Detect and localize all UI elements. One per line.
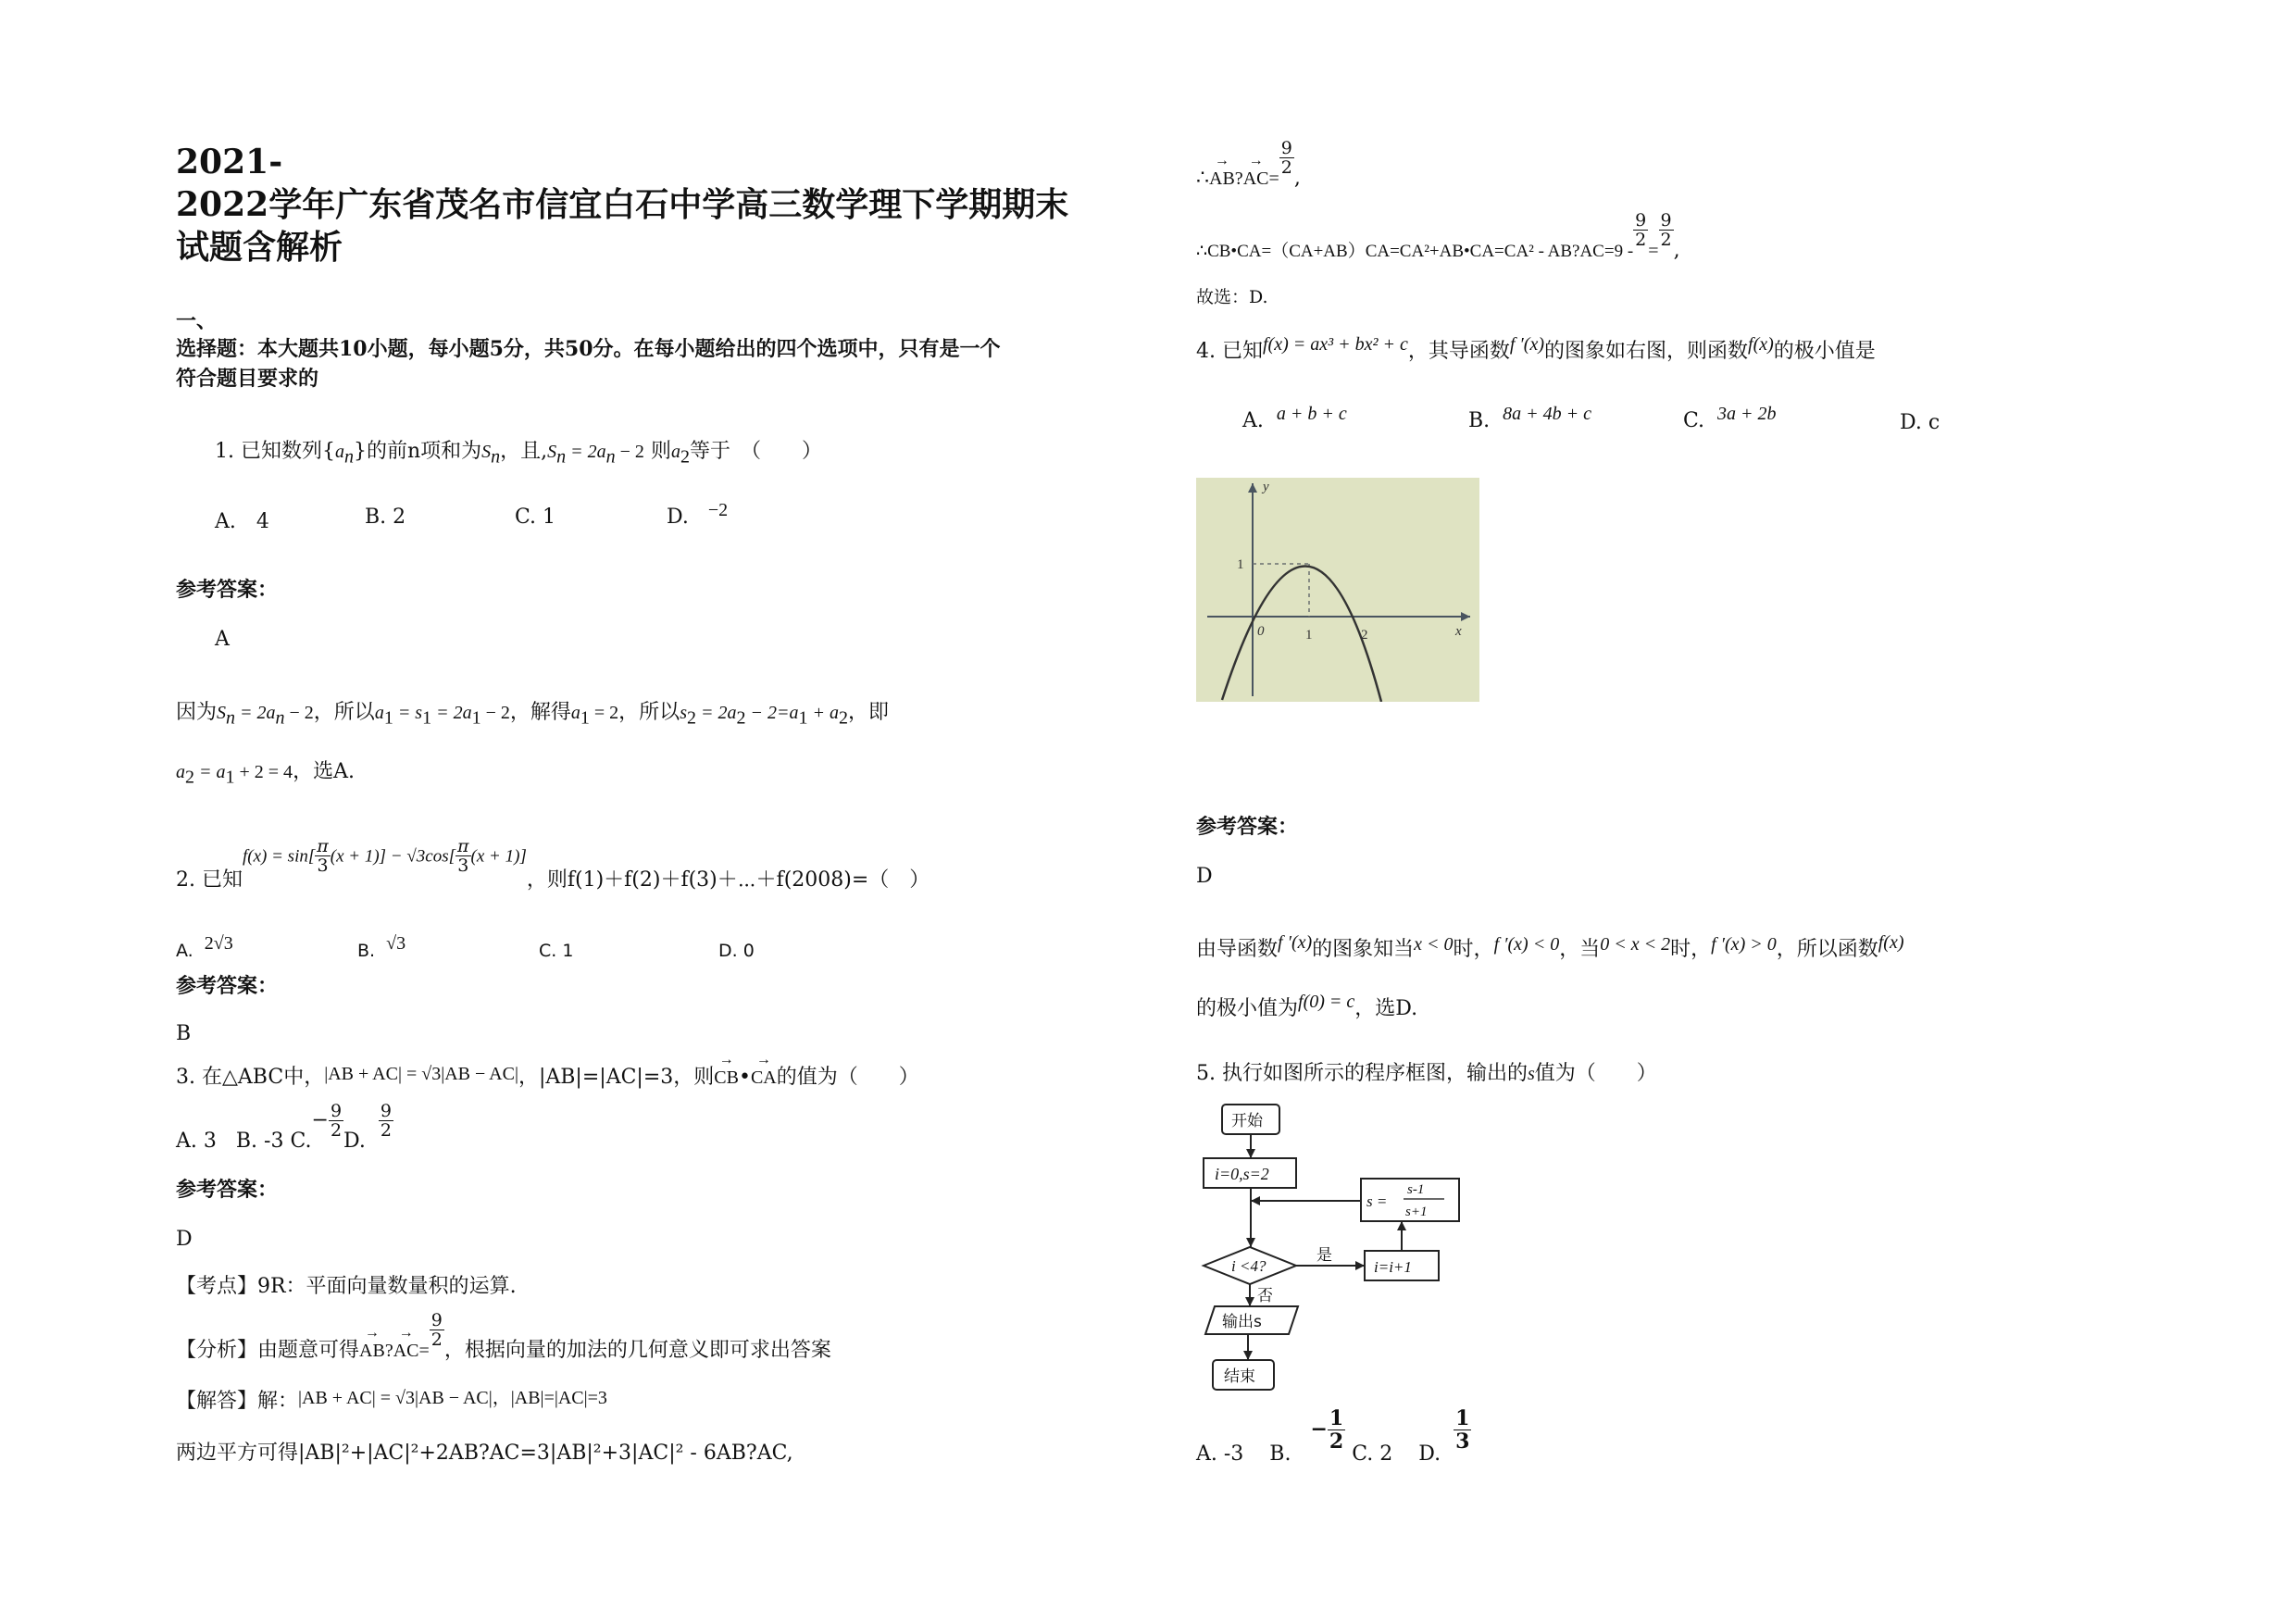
q3-square: 两边平方可得|AB|²+|AC|²+2AB?AC=3|AB|²+3|AC|² ‑ 6AB?AC, (176, 1442, 793, 1465)
origin-label: 0 (1257, 624, 1265, 639)
right-line-1: ∴→ AB?→ AC= $\frac{9}{2}$ , (1196, 139, 1301, 177)
q3-answer: D (176, 1228, 193, 1251)
arrowhead-5 (1397, 1221, 1406, 1230)
title-line-3: 试题含解析 (176, 228, 343, 267)
q3-kaodian: 【考点】9R：平面向量数量积的运算. (176, 1275, 517, 1298)
q3-fenxi: 【分析】由题意可得→ AB?→ AC= $\frac{9}{2}$ ，根据向量的加法的几何意义即可求出答案 (176, 1311, 831, 1349)
flow-assign-numerator: s-1 (1407, 1182, 1425, 1197)
q1-option-a: A. 4 (215, 510, 269, 533)
x-axis-label: x (1455, 624, 1462, 639)
q4-option-a: A. a + b + c (1242, 404, 1347, 432)
q4-solution-2: 的极小值为f(0) = c，选D. (1196, 992, 1418, 1020)
q4-answer-label: 参考答案： (1196, 815, 1299, 839)
section-number: 一、 (176, 309, 218, 333)
q5-options: A. -3 B. − $\frac{1}{2}$ C. 2 D. $\frac{1}{3}$ (1196, 1406, 1470, 1466)
q2-option-a: A. 2√3 (176, 933, 233, 961)
flow-no-label: 否 (1257, 1287, 1273, 1305)
y-tick-1: 1 (1237, 557, 1244, 572)
q1-stem: 1. 已知数列$\{a_n\}$的前n项和为$S_n$，且$,S_n = 2a_n - 2$ 则$a_2$等于 （ ） (215, 440, 822, 468)
flowchart (1194, 1097, 1481, 1403)
arrowhead-2 (1251, 1196, 1260, 1205)
right-line-3: 故选：D. (1196, 287, 1268, 307)
flow-init-label: i=0,s=2 (1215, 1165, 1269, 1183)
flow-condition-label: i <4? (1231, 1257, 1267, 1275)
arrowhead-3 (1246, 1238, 1255, 1247)
arrowhead-1 (1246, 1149, 1255, 1158)
q2-option-c: C. 1 (539, 941, 574, 961)
q2-answer-label: 参考答案： (176, 974, 279, 998)
flow-start-label: 开始 (1231, 1112, 1263, 1130)
q4-option-d: D. c (1900, 411, 1940, 434)
q1-answer-label: 参考答案： (176, 578, 279, 602)
section-heading-1: 选择题：本大题共10小题，每小题5分，共50分。在每小题给出的四个选项中，只有是一个 (176, 337, 1001, 361)
q1-option-d: D. −2 (667, 500, 729, 529)
q1-option-c: C. 1 (515, 506, 556, 529)
flow-output-label: 输出s (1222, 1313, 1262, 1331)
q4-option-c: C. 3a + 2b (1683, 404, 1777, 432)
arrowhead-4 (1355, 1261, 1365, 1270)
q5-stem: 5. 执行如图所示的程序框图，输出的s值为（ ） (1196, 1062, 1657, 1085)
q1-option-b: B. 2 (365, 506, 406, 529)
q1-answer: A (215, 628, 230, 651)
q4-solution-1: 由导函数f ′(x)的图象知当x < 0时，f ′(x) < 0，当0 < x < 2时，f ′(x) > 0，所以函数f(x) (1196, 932, 1904, 961)
q1-solution-2: $a_2 = a_1 + 2 = 4$，选A. (176, 760, 355, 788)
flow-assign-denominator: s+1 (1405, 1205, 1428, 1219)
q4-answer: D (1196, 865, 1213, 888)
q3-jieda: 【解答】解：|AB + AC| = √3|AB − AC|，|AB|=|AC|=3 (176, 1388, 607, 1413)
q3-options: A. 3 B. ‑3 C.− $\frac{9}{2}$ D. $\frac{9}{2}$ (176, 1101, 392, 1153)
q4-option-b: B. 8a + 4b + c (1468, 404, 1592, 432)
title-line-2: 2022学年广东省茂名市信宜白石中学高三数学理下学期期末 (176, 185, 1069, 224)
flow-increment-label: i=i+1 (1374, 1258, 1412, 1276)
flow-yes-label: 是 (1316, 1246, 1332, 1265)
arrowhead-6 (1245, 1297, 1254, 1306)
q2-option-b: B. √3 (357, 933, 406, 961)
flow-end-label: 结束 (1224, 1367, 1255, 1386)
derivative-graph (1196, 478, 1479, 702)
q2-stem: 2. 已知f(x) = sin[ $\frac{\pi}{3}$ (x + 1)] − √3cos[ $\frac{\pi}{3}$ (x + 1)]，则f(1)＋f(2)＋f(3)＋⋯＋f(2008)=（ ） (176, 836, 930, 892)
q3-stem: 3. 在△ABC中，|AB + AC| = √3|AB − AC|，|AB|=|AC|=3，则→ CB•→ CA的值为（ ） (176, 1061, 919, 1090)
flow-assign-label: s = (1366, 1192, 1388, 1210)
x-tick-2: 2 (1361, 628, 1368, 643)
q2-option-d: D. 0 (718, 941, 755, 961)
right-line-2: ∴CB•CA=（CA+AB）CA=CA²+AB•CA=CA² ‑ AB?AC=9 ‑ $\frac{9}{2}$ = $\frac{9}{2}$ , (1196, 210, 1680, 262)
title-line-1: 2021- (176, 143, 283, 181)
q2-answer: B (176, 1022, 192, 1045)
x-tick-1: 1 (1305, 628, 1313, 643)
q4-stem: 4. 已知f(x) = ax³ + bx² + c，其导函数f ′(x)的图象如右图，则函数f(x)的极小值是 (1196, 334, 1876, 363)
arrowhead-7 (1243, 1351, 1253, 1360)
section-heading-2: 符合题目要求的 (176, 367, 319, 391)
q3-answer-label: 参考答案： (176, 1178, 279, 1202)
q1-solution-1: 因为$S_n = 2a_n - 2$，所以$a_1 = s_1 = 2a_1 - 2$，解得$a_1 = 2$，所以$s_2 = 2a_2 - 2=a_1 + a_2$，即 (176, 701, 889, 729)
y-axis-label: y (1263, 480, 1269, 494)
